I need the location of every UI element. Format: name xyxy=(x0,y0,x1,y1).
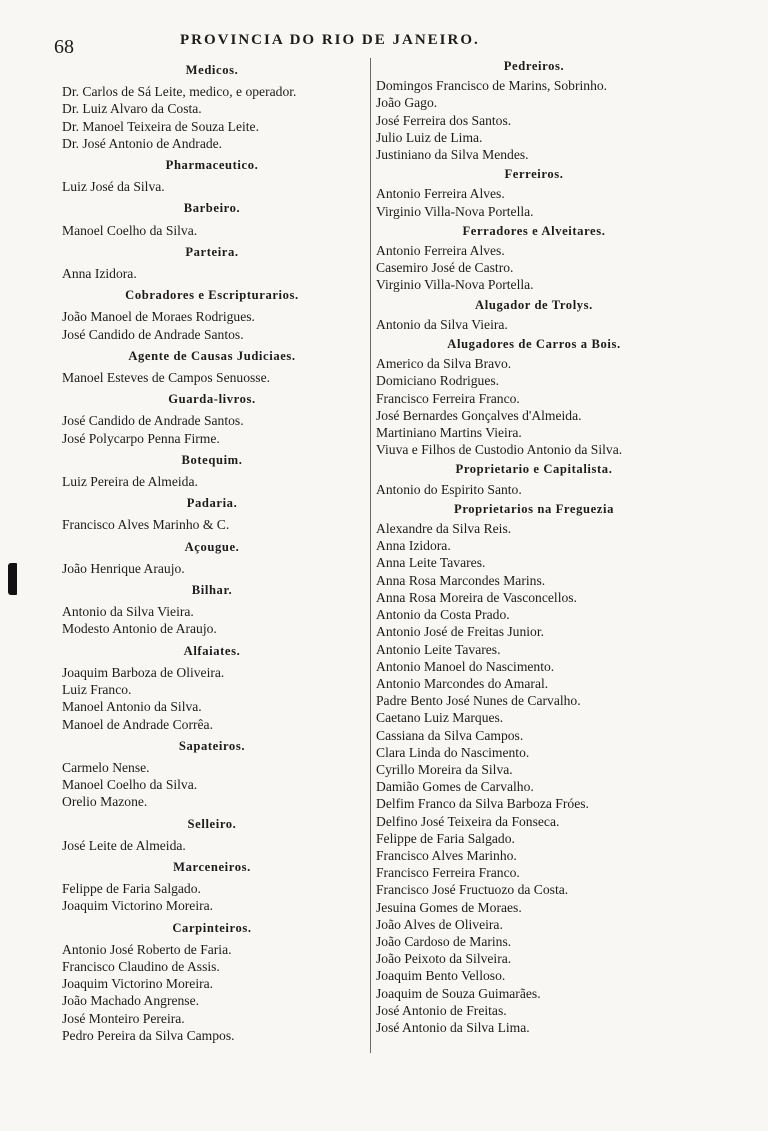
list-item: Manoel Antonio da Silva. xyxy=(62,699,202,715)
list-item: Martiniano Martins Vieira. xyxy=(376,425,522,441)
list-item: Antonio Ferreira Alves. xyxy=(376,186,505,202)
section-title: Medicos. xyxy=(185,63,239,77)
section-title: Sapateiros. xyxy=(178,738,246,753)
running-head: PROVINCIA DO RIO DE JANEIRO. xyxy=(180,32,480,48)
list-item: Dr. Manoel Teixeira de Souza Leite. xyxy=(62,118,259,134)
section-title: Pharmaceutico. xyxy=(165,158,259,173)
list-item: Francisco José Fructuozo da Costa. xyxy=(376,882,569,898)
list-item: Manoel Esteves de Campos Senuosse. xyxy=(62,370,271,386)
list-item: Joaquim Victorino Moreira. xyxy=(62,898,214,914)
list-item: Luiz José da Silva. xyxy=(62,179,165,195)
section-alfaiates xyxy=(58,643,366,733)
list-item: Delfim Franco da Silva Barboza Fróes. xyxy=(376,796,589,812)
list-item: João Manoel de Moraes Rodrigues. xyxy=(62,309,255,325)
list-item: José Ferreira dos Santos. xyxy=(376,112,512,128)
list-item: Anna Rosa Moreira de Vasconcellos. xyxy=(376,589,577,605)
list-item: Antonio da Silva Vieira. xyxy=(62,604,194,620)
list-item: João Machado Angrense. xyxy=(62,993,200,1009)
list-item: Francisco Ferreira Franco. xyxy=(376,865,520,881)
section-pharmaceutico xyxy=(58,157,366,195)
section-cobradores-e-escripturarios xyxy=(58,287,366,343)
list-item: Luiz Pereira de Almeida. xyxy=(62,474,198,490)
section-title: Marceneiros. xyxy=(173,859,251,874)
list-item: Anna Rosa Marcondes Marins. xyxy=(376,572,546,588)
list-item: Felippe de Faria Salgado. xyxy=(62,881,201,897)
section-marceneiros xyxy=(58,859,366,915)
list-item: José Leite de Almeida. xyxy=(62,837,186,853)
section-sapateiros xyxy=(58,738,366,811)
right-column xyxy=(374,58,694,1036)
list-item: Carmelo Nense. xyxy=(62,759,150,775)
section-carpinteiros xyxy=(58,920,366,1044)
section-alugadores-de-carros-a-bois xyxy=(374,336,694,458)
list-item: José Polycarpo Penna Firme. xyxy=(62,430,220,446)
list-item: Dr. Carlos de Sá Leite, medico, e operador. xyxy=(62,84,297,100)
list-item: José Monteiro Pereira. xyxy=(62,1010,185,1026)
section-title: Proprietario e Capitalista. xyxy=(455,462,613,477)
section-proprietario-e-capitalista xyxy=(374,461,694,497)
list-item: Pedro Pereira da Silva Campos. xyxy=(62,1027,235,1043)
list-item: Padre Bento José Nunes de Carvalho. xyxy=(376,693,581,709)
list-item: José Bernardes Gonçalves d'Almeida. xyxy=(376,407,582,423)
section-title: Barbeiro. xyxy=(183,201,241,216)
list-item: José Antonio de Freitas. xyxy=(376,1002,507,1018)
list-item: Damião Gomes de Carvalho. xyxy=(376,779,534,795)
section-title: Botequim. xyxy=(181,452,243,467)
list-item: Francisco Alves Marinho & C. xyxy=(62,517,230,533)
section-title: Ferreiros. xyxy=(504,167,564,182)
section-acougue xyxy=(58,539,366,577)
section-title: Selleiro. xyxy=(187,816,237,831)
list-item: Antonio da Costa Prado. xyxy=(376,607,510,623)
list-item: Jesuina Gomes de Moraes. xyxy=(376,899,522,915)
list-item: Manoel Coelho da Silva. xyxy=(62,777,198,793)
list-item: Virginio Villa-Nova Portella. xyxy=(376,203,534,219)
list-item: Dr. José Antonio de Andrade. xyxy=(62,135,223,151)
list-item: Julio Luiz de Lima. xyxy=(376,129,483,145)
list-item: Orelio Mazone. xyxy=(62,794,148,810)
list-item: Manoel de Andrade Corrêa. xyxy=(62,716,213,732)
section-ferreiros xyxy=(374,166,694,220)
left-column xyxy=(58,58,366,1044)
list-item: Antonio Leite Tavares. xyxy=(376,641,501,657)
list-item: João Gago. xyxy=(376,95,438,111)
list-item: Virginio Villa-Nova Portella. xyxy=(376,277,534,293)
section-ferradores-e-alveitares xyxy=(374,223,694,294)
section-pedreiros xyxy=(374,58,694,163)
section-title: Ferradores e Alveitares. xyxy=(462,223,606,238)
list-item: Francisco Claudino de Assis. xyxy=(62,958,220,974)
list-item: Manoel Coelho da Silva. xyxy=(62,222,198,238)
section-title: Cobradores e Escripturarios. xyxy=(125,288,299,303)
section-title: Agente de Causas Judiciaes. xyxy=(128,348,296,363)
list-item: Joaquim Barboza de Oliveira. xyxy=(62,664,225,680)
list-item: Clara Linda do Nascimento. xyxy=(376,744,530,760)
list-item: Modesto Antonio de Araujo. xyxy=(62,621,217,637)
list-item: José Antonio da Silva Lima. xyxy=(376,1019,530,1035)
section-medicos xyxy=(58,62,366,152)
list-item: Domiciano Rodrigues. xyxy=(376,373,500,389)
list-item: Domingos Francisco de Marins, Sobrinho. xyxy=(376,78,608,94)
section-botequim xyxy=(58,452,366,490)
page-number: 68 xyxy=(54,36,74,58)
list-item: Cyrillo Moreira da Silva. xyxy=(376,761,513,777)
list-item: Viuva e Filhos de Custodio Antonio da Silva. xyxy=(376,442,623,458)
list-item: Cassiana da Silva Campos. xyxy=(376,727,524,743)
section-title: Açougue. xyxy=(184,539,240,554)
list-item: Antonio Marcondes do Amaral. xyxy=(376,675,549,691)
list-item: Felippe de Faria Salgado. xyxy=(376,830,515,846)
list-item: Antonio da Silva Vieira. xyxy=(376,316,508,332)
section-alugador-de-trolys xyxy=(374,297,694,333)
list-item: Joaquim de Souza Guimarães. xyxy=(376,985,541,1001)
list-item: Joaquim Bento Velloso. xyxy=(376,968,506,984)
list-item: João Peixoto da Silveira. xyxy=(376,951,512,967)
list-item: Delfino José Teixeira da Fonseca. xyxy=(376,813,560,829)
list-item: Anna Leite Tavares. xyxy=(376,555,486,571)
section-proprietarios-na-freguezia xyxy=(374,501,694,1036)
list-item: Casemiro José de Castro. xyxy=(376,260,514,276)
section-title: Pedreiros. xyxy=(503,59,565,73)
section-agente-de-causas-judiciaes xyxy=(58,348,366,386)
list-item: Antonio José Roberto de Faria. xyxy=(62,941,232,957)
list-item: Antonio José de Freitas Junior. xyxy=(376,624,545,640)
section-selleiro xyxy=(58,816,366,854)
list-item: Anna Izidora. xyxy=(376,538,451,554)
section-title: Alugadores de Carros a Bois. xyxy=(447,337,621,352)
section-title: Parteira. xyxy=(185,244,239,259)
section-title: Padaria. xyxy=(186,496,238,511)
section-title: Proprietarios na Freguezia xyxy=(454,501,614,516)
list-item: José Candido de Andrade Santos. xyxy=(62,413,244,429)
section-title: Alugador de Trolys. xyxy=(475,297,593,312)
list-item: Dr. Luiz Alvaro da Costa. xyxy=(62,101,202,117)
list-item: Antonio Manoel do Nascimento. xyxy=(376,658,555,674)
list-item: Luiz Franco. xyxy=(62,682,132,698)
list-item: Francisco Ferreira Franco. xyxy=(376,390,520,406)
list-item: Antonio Ferreira Alves. xyxy=(376,243,505,259)
list-item: João Cardoso de Marins. xyxy=(376,933,512,949)
section-title: Alfaiates. xyxy=(183,643,241,658)
section-title: Bilhar. xyxy=(191,583,233,598)
section-title: Guarda-livros. xyxy=(168,392,256,407)
list-item: Francisco Alves Marinho. xyxy=(376,847,517,863)
list-item: Justiniano da Silva Mendes. xyxy=(376,147,529,163)
section-guarda-livros xyxy=(58,391,366,447)
section-title: Carpinteiros. xyxy=(172,920,252,935)
list-item: João Henrique Araujo. xyxy=(62,560,185,576)
section-barbeiro xyxy=(58,200,366,238)
section-bilhar xyxy=(58,582,366,638)
section-padaria xyxy=(58,495,366,533)
list-item: João Alves de Oliveira. xyxy=(376,916,503,932)
list-item: Caetano Luiz Marques. xyxy=(376,710,504,726)
list-item: Anna Izidora. xyxy=(62,266,137,282)
list-item: Americo da Silva Bravo. xyxy=(376,356,512,372)
list-item: Antonio do Espirito Santo. xyxy=(376,481,522,497)
column-divider xyxy=(370,58,371,1053)
section-parteira xyxy=(58,244,366,282)
margin-ink-mark xyxy=(8,563,17,595)
list-item: Alexandre da Silva Reis. xyxy=(376,521,512,537)
list-item: José Candido de Andrade Santos. xyxy=(62,326,244,342)
list-item: Joaquim Victorino Moreira. xyxy=(62,976,214,992)
